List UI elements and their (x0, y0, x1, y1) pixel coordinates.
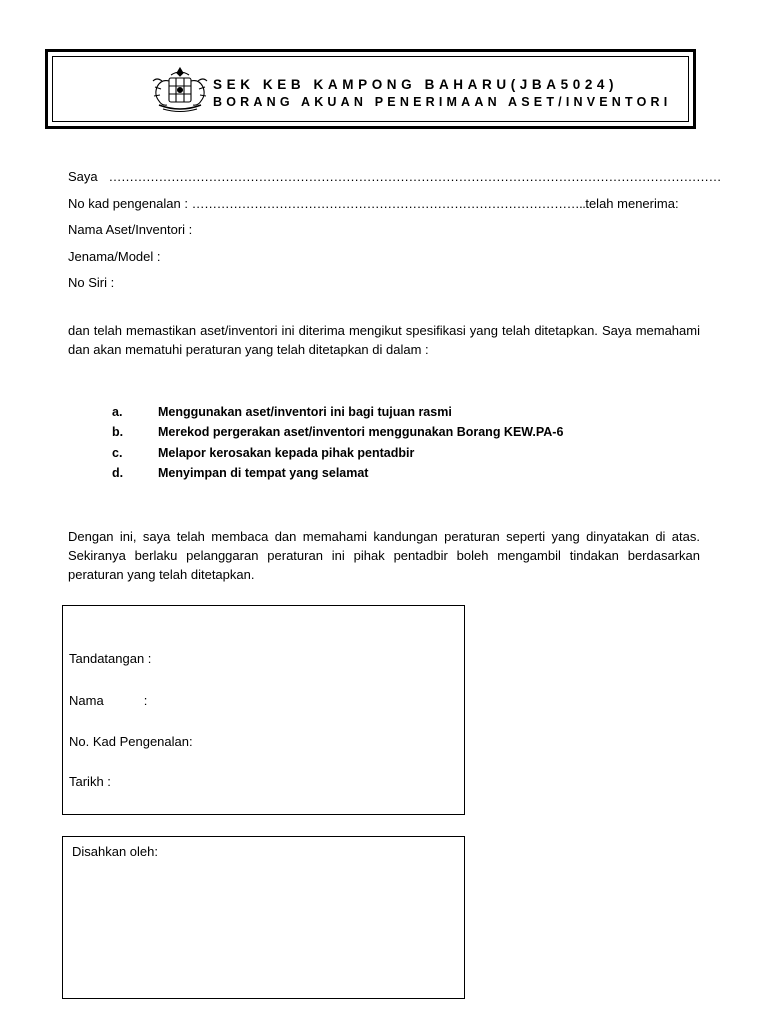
school-name: SEK KEB KAMPONG BAHARU(JBA5024) (213, 77, 619, 92)
name-field (69, 693, 147, 708)
verified-by-label: Disahkan oleh: (72, 844, 158, 859)
name-label: Nama (69, 693, 104, 708)
rule-letter: b. (112, 425, 124, 439)
rule-item (112, 446, 414, 460)
brand-model-field: Jenama/Model : (68, 249, 161, 264)
signature-field: Tandatangan : (69, 651, 152, 666)
header-box (45, 49, 696, 129)
malaysia-coat-of-arms-icon (149, 65, 211, 115)
rule-text: Menggunakan aset/inventori ini bagi tujuan rasmi (158, 405, 452, 419)
saya-dots: ………………………………………………………………………………………………………………………………… (108, 169, 721, 184)
header-inner-border (52, 56, 689, 122)
ic-dots: ………………………………………………………………………………….. (191, 196, 586, 211)
date-field: Tarikh : (69, 774, 111, 789)
intro-paragraph: dan telah memastikan aset/inventori ini diterima mengikut spesifikasi yang telah ditetapkan. Saya memahami dan akan mematuhi peraturan yang telah ditetapkan di dalam : (68, 323, 700, 357)
verification-box (62, 836, 465, 999)
rule-letter: d. (112, 466, 124, 480)
rule-item (112, 405, 452, 419)
asset-name-field: Nama Aset/Inventori : (68, 222, 193, 237)
ic-number-field: No. Kad Pengenalan: (69, 734, 193, 749)
declaration-paragraph: Dengan ini, saya telah membaca dan memahami kandungan peraturan seperti yang dinyatakan di atas. Sekiranya berlaku pelanggaran peraturan ini pihak pentadbir boleh mengambil tindakan berdasarkan peraturan yang telah ditetapkan. (68, 529, 700, 582)
rule-text: Menyimpan di tempat yang selamat (158, 466, 369, 480)
name-declaration-line (68, 169, 721, 184)
serial-number-field: No Siri : (68, 275, 115, 290)
rule-text: Melapor kerosakan kepada pihak pentadbir (158, 446, 415, 460)
ic-suffix: telah menerima: (585, 196, 679, 211)
rule-letter: c. (112, 446, 123, 460)
signature-box (62, 605, 465, 815)
rule-letter: a. (112, 405, 123, 419)
ic-label: No kad pengenalan : (68, 196, 188, 211)
rule-item (112, 425, 563, 439)
form-title: BORANG AKUAN PENERIMAAN ASET/INVENTORI (213, 95, 672, 109)
rule-text: Merekod pergerakan aset/inventori menggunakan Borang KEW.PA-6 (158, 425, 564, 439)
saya-label: Saya (68, 169, 98, 184)
rule-item (112, 466, 368, 480)
ic-line (68, 196, 679, 211)
name-colon: : (143, 693, 148, 708)
